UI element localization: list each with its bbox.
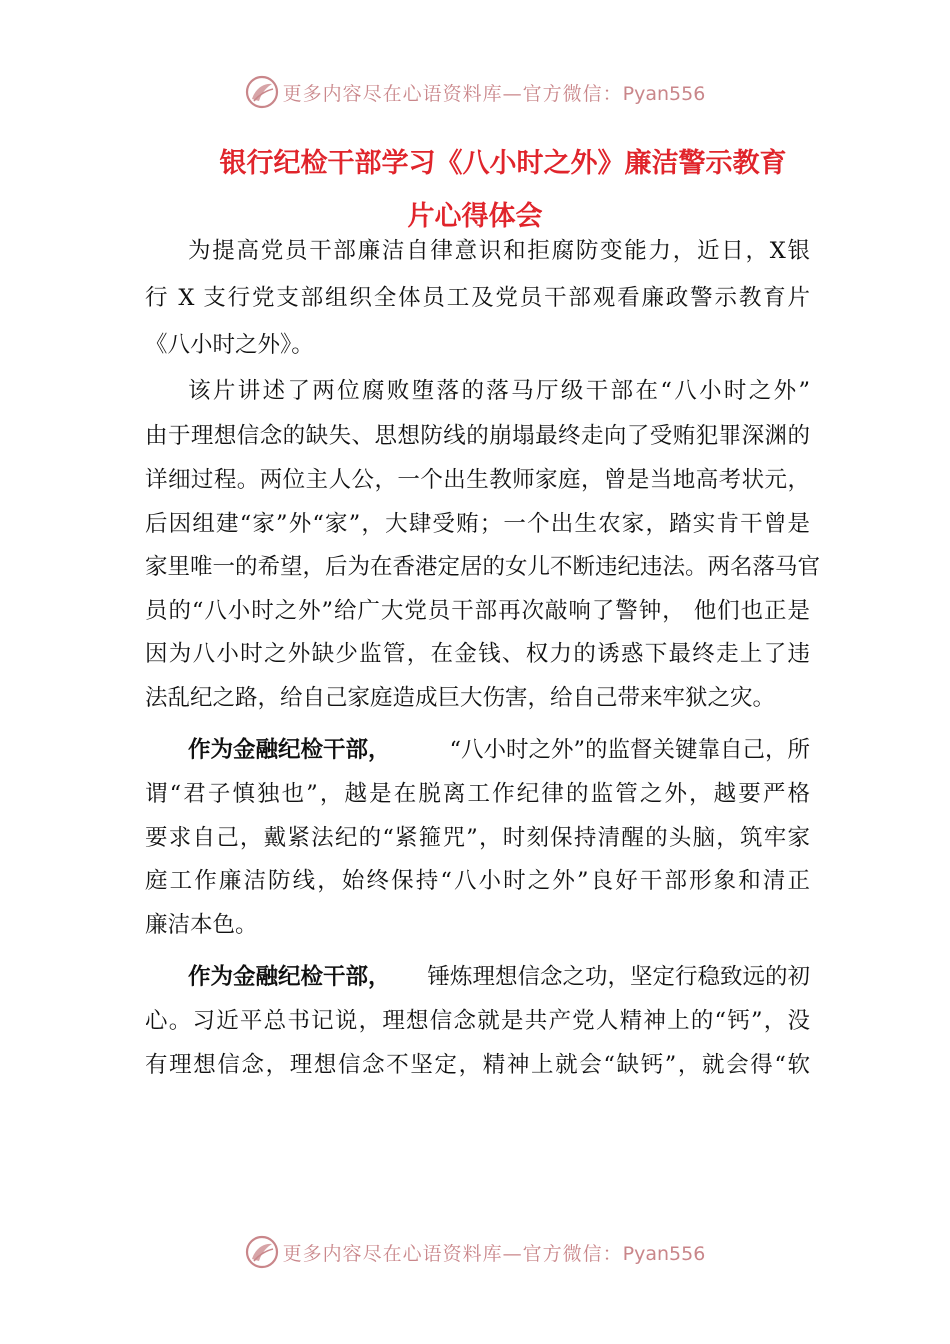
watermark-text: 更多内容尽在心语资料库—官方微信：Pyan556 [282, 82, 706, 105]
header-watermark [0, 70, 950, 114]
paragraph-2-line: 法乱纪之路，给自己家庭造成巨大伤害，给自己带来牢狱之灾。 [145, 685, 776, 711]
paragraph-1-line: 为提高党员干部廉洁自律意识和拒腐防变能力，近日，X银 [188, 238, 810, 264]
paragraph-4-text: 锤炼理想信念之功，坚定行稳致远的初 [427, 964, 810, 990]
paragraph-2-line: 该片讲述了两位腐败堕落的落马厅级干部在“八小时之外” [188, 378, 810, 404]
paragraph-3-text: “八小时之外”的监督关键靠自己，所 [449, 737, 810, 763]
paragraph-1-line: 《八小时之外》。 [145, 332, 314, 358]
watermark-text: 更多内容尽在心语资料库—官方微信：Pyan556 [282, 1242, 706, 1265]
paragraph-4-line [188, 962, 810, 992]
wechat-id: Pyan556 [622, 1242, 706, 1265]
paragraph-3-line: 要求自己，戴紧法纪的“紧箍咒”，时刻保持清醒的头脑，筑牢家 [145, 825, 810, 851]
paragraph-1-line: 行 X 支行党支部组织全体员工及党员干部观看廉政警示教育片 [145, 285, 810, 311]
paragraph-4-line: 心。习近平总书记说，理想信念就是共产党人精神上的“钙”，没 [145, 1008, 810, 1034]
wechat-id: Pyan556 [622, 82, 706, 105]
footer-watermark [0, 1230, 950, 1274]
watermark-logo-icon [245, 1235, 279, 1269]
paragraph-3-line: 庭工作廉洁防线，始终保持“八小时之外”良好干部形象和清正 [145, 868, 810, 894]
paragraph-4-line: 有理想信念，理想信念不坚定，精神上就会“缺钙”，就会得“软 [145, 1052, 810, 1078]
paragraph-3-line [188, 735, 810, 765]
paragraph-2-line: 后因组建“家”外“家”，大肆受贿；一个出生农家，踏实肯干曾是 [145, 511, 810, 537]
paragraph-3-line: 廉洁本色。 [145, 912, 258, 938]
paragraph-3-line: 谓“君子慎独也”，越是在脱离工作纪律的监管之外，越要严格 [145, 781, 810, 807]
paragraph-3-lead: 作为金融纪检干部， [188, 737, 391, 763]
paragraph-2-line: 详细过程。两位主人公，一个出生教师家庭，曾是当地高考状元， [145, 467, 810, 493]
document-title-line-2: 片心得体会 [407, 201, 543, 232]
watermark-logo-icon [245, 75, 279, 109]
document-title-line-1: 银行纪检干部学习《八小时之外》廉洁警示教育 [219, 148, 787, 179]
paragraph-2-line: 由于理想信念的缺失、思想防线的崩塌最终走向了受贿犯罪深渊的 [145, 423, 810, 449]
paragraph-2-line: 员的“八小时之外”给广大党员干部再次敲响了警钟， 他们也正是 [145, 598, 810, 624]
paragraph-2-line: 家里唯一的希望，后为在香港定居的女儿不断违纪违法。两名落马官 [145, 554, 821, 580]
paragraph-2-line: 因为八小时之外缺少监管，在金钱、权力的诱惑下最终走上了违 [145, 641, 810, 667]
paragraph-4-lead: 作为金融纪检干部， [188, 964, 391, 990]
